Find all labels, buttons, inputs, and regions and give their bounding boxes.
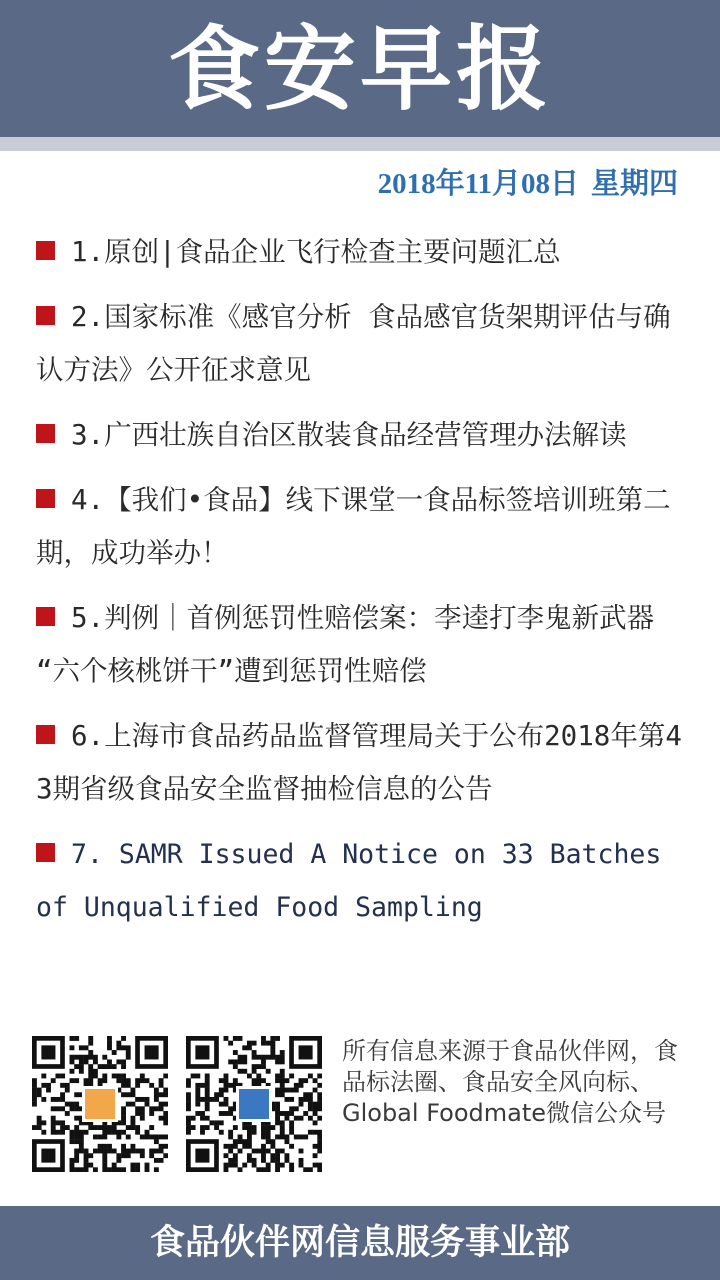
square-bullet-icon xyxy=(36,241,55,260)
source-note: 所有信息来源于食品伙伴网，食品标法圈、食品安全风向标、Global Foodmate微信公众号 xyxy=(342,1037,678,1127)
qr-code-icon xyxy=(186,1036,322,1172)
header-divider xyxy=(0,137,720,151)
date-text: 2018年11月08日 xyxy=(377,168,579,200)
news-item-5[interactable] xyxy=(36,592,688,698)
news-item-text: 1.原创|食品企业飞行检查主要问题汇总 xyxy=(71,236,561,268)
header-banner xyxy=(0,0,720,137)
news-item-4[interactable] xyxy=(36,474,688,580)
news-item-text: 2.国家标准《感官分析 食品感官货架期评估与确认方法》公开征求意见 xyxy=(36,301,671,386)
date-line xyxy=(378,164,678,204)
news-list xyxy=(36,226,688,946)
news-item-2[interactable] xyxy=(36,291,688,397)
page-title: 食安早报 xyxy=(167,16,552,123)
square-bullet-icon xyxy=(36,489,55,508)
qr-code-icon xyxy=(32,1036,168,1172)
square-bullet-icon xyxy=(36,607,55,626)
news-item-text: 3.广西壮族自治区散装食品经营管理办法解读 xyxy=(71,419,627,451)
news-item-text: 7. SAMR Issued A Notice on 33 Batches of Unqualified Food Sampling xyxy=(36,839,662,923)
news-item-text: 5.判例｜首例惩罚性赔偿案：李逵打李鬼新武器 “六个核桃饼干”遭到惩罚性赔偿 xyxy=(36,602,655,687)
news-item-6[interactable] xyxy=(36,710,688,816)
square-bullet-icon xyxy=(36,843,55,862)
footer-org-name: 食品伙伴网信息服务事业部 xyxy=(149,1223,570,1263)
news-item-3[interactable] xyxy=(36,409,688,462)
footer-info xyxy=(0,1024,720,1184)
news-item-7[interactable] xyxy=(36,828,688,934)
news-item-text: 6.上海市食品药品监督管理局关于公布2018年第43期省级食品安全监督抽检信息的公告 xyxy=(36,720,682,805)
news-item-1[interactable] xyxy=(36,226,688,279)
footer-banner xyxy=(0,1206,720,1280)
news-item-text: 4.【我们•食品】线下课堂一食品标签培训班第二期，成功举办！ xyxy=(36,484,671,569)
weekday-text: 星期四 xyxy=(590,168,678,200)
square-bullet-icon xyxy=(36,306,55,325)
square-bullet-icon xyxy=(36,424,55,443)
square-bullet-icon xyxy=(36,725,55,744)
